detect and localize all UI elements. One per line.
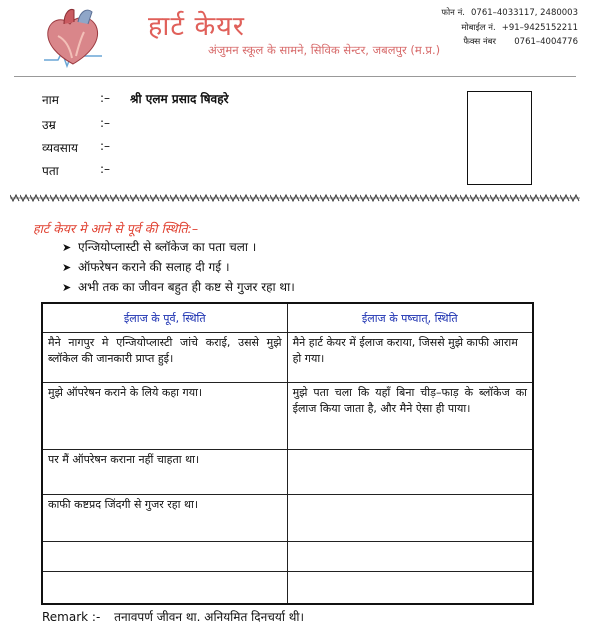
arrow-bullet-icon: ➤: [62, 281, 72, 294]
remark-label: Remark :-: [42, 610, 101, 624]
cell-before: पर मैं ऑपरेषन कराना नहीं चाहता था।: [42, 450, 287, 495]
cell-after: [287, 450, 533, 495]
remark-text: तनावपर्ण जीवन था. अनियमित दिनचर्या थी।: [114, 610, 305, 624]
field-name-label: नाम: [42, 93, 59, 107]
bullet-text: ऑफरेषन कराने की सलाह दी गई ।: [78, 260, 230, 274]
header-divider: [14, 76, 576, 77]
bullet-text: अभी तक का जीवन बहुत ही कष्ट से गुजर रहा था।: [78, 280, 295, 294]
field-address-sep: :–: [100, 162, 111, 176]
mobile-label: मोबाईल नं.: [461, 22, 496, 33]
arrow-bullet-icon: ➤: [62, 261, 72, 274]
cell-after: मैने हार्ट केयर में ईलाज कराया, जिससे मुझे काफी आराम हो गया।: [287, 333, 533, 383]
cell-before: [42, 542, 287, 572]
cell-after: [287, 572, 533, 604]
fax-label: फैक्स नंबर: [463, 37, 496, 47]
cell-after: [287, 495, 533, 542]
field-address-label: पता: [42, 164, 59, 178]
remark: [42, 608, 304, 625]
bullet-item: [62, 258, 230, 275]
address-line: अंजुमन स्कूल के सामने, सिविक सेन्टर, जबलपुर (म.प्र.): [208, 43, 441, 57]
field-name-value: श्री एलम प्रसाद षिवहरे: [130, 92, 229, 106]
arrow-bullet-icon: ➤: [62, 241, 72, 254]
bullet-text: एन्जियोप्लास्टी से ब्लॉकेज का पता चला ।: [78, 240, 257, 254]
header-before: ईलाज के पूर्व, स्थिति: [42, 303, 287, 333]
table-row: [42, 542, 533, 572]
mobile-value: +91–9425152211: [501, 22, 578, 33]
decorative-border: [10, 188, 580, 198]
cell-before: मुझे ऑपरेषन कराने के लिये कहा गया।: [42, 383, 287, 450]
heart-logo-icon: [40, 6, 106, 70]
photo-box: [467, 91, 532, 185]
phone-value: 0761–4033117, 2480003: [471, 8, 578, 18]
phone-label: फोन नं.: [441, 8, 465, 18]
cell-after: मुझे पता चला कि यहाँ बिना चीड़–फाड़ के ब्लॉकेज का ईलाज किया जाता है, और मैने ऐसा ही पाया।: [287, 383, 533, 450]
header-after: ईलाज के पष्चात्, स्थिति: [287, 303, 533, 333]
brand-title: हार्ट केयर: [148, 11, 245, 42]
section-title: हार्ट केयर मे आने से पूर्व की स्थिति:–: [33, 221, 199, 236]
field-occupation-sep: :–: [100, 139, 111, 153]
cell-before: [42, 572, 287, 604]
table-row: [42, 450, 533, 495]
cell-before: काफी कष्टप्रद जिंदगी से गुजर रहा था।: [42, 495, 287, 542]
contact-block: [441, 6, 578, 50]
comparison-table: [41, 302, 534, 605]
bullet-item: [62, 238, 256, 255]
table-row: [42, 383, 533, 450]
field-occupation-label: व्यवसाय: [42, 141, 78, 155]
field-age-sep: :–: [100, 116, 111, 130]
bullet-item: [62, 278, 295, 295]
cell-after: [287, 542, 533, 572]
fax-row: [441, 35, 578, 50]
table-header-row: [42, 303, 533, 333]
phone-row: [441, 6, 578, 21]
fax-value: 0761–4004776: [514, 37, 578, 47]
table-row: [42, 572, 533, 604]
mobile-row: [441, 21, 578, 36]
table-row: [42, 333, 533, 383]
table-row: [42, 495, 533, 542]
field-name-sep: :–: [100, 91, 111, 105]
field-age-label: उम्र: [42, 118, 56, 132]
cell-before: मैने नागपुर मे एन्जियोप्लास्टी जांचे कराई, उससे मुझे ब्लॉकेल की जानकारी प्राप्त हुई।: [42, 333, 287, 383]
